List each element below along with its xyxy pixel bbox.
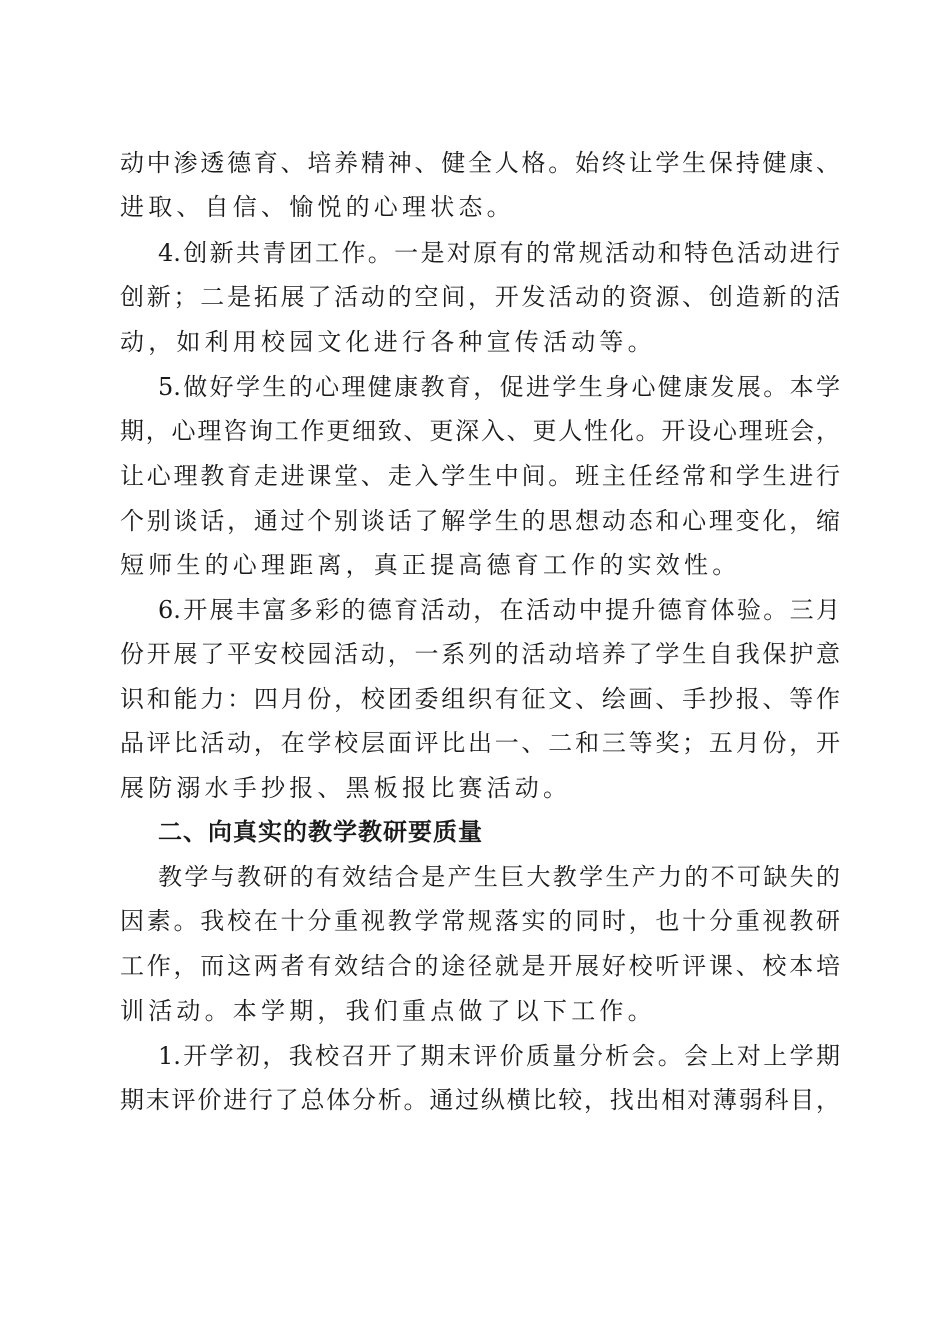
paragraph-line: 创新；二是拓展了活动的空间，开发活动的资源、创造新的活 [120, 283, 840, 311]
paragraph-line: 个别谈话，通过个别谈话了解学生的思想动态和心理变化，缩 [120, 507, 840, 535]
paragraph-line: 份开展了平安校园活动，一系列的活动培养了学生自我保护意 [120, 640, 840, 668]
paragraph-line: 品评比活动，在学校层面评比出一、二和三等奖；五月份，开 [120, 729, 840, 757]
paragraph-line: 因素。我校在十分重视教学常规落实的同时，也十分重视教研 [120, 907, 840, 935]
paragraph-line: 展防溺水手抄报、黑板报比赛活动。 [120, 774, 572, 802]
paragraph-line: 动中渗透德育、培养精神、健全人格。始终让学生保持健康、 [120, 149, 840, 177]
paragraph-line: 训活动。本学期，我们重点做了以下工作。 [120, 997, 656, 1025]
paragraph-line: 5.做好学生的心理健康教育，促进学生身心健康发展。本学 [158, 373, 840, 401]
paragraph-line: 教学与教研的有效结合是产生巨大教学生产力的不可缺失的 [158, 863, 840, 891]
paragraph-line: 识和能力：四月份，校团委组织有征文、绘画、手抄报、等作 [120, 685, 840, 713]
paragraph-line: 1.开学初，我校召开了期末评价质量分析会。会上对上学期 [158, 1042, 840, 1070]
paragraph-line: 短师生的心理距离，真正提高德育工作的实效性。 [120, 551, 741, 579]
paragraph-line: 动，如利用校园文化进行各种宣传活动等。 [120, 328, 656, 356]
section-heading: 二、向真实的教学教研要质量 [158, 818, 483, 846]
paragraph-line: 让心理教育走进课堂、走入学生中间。班主任经常和学生进行 [120, 462, 840, 490]
paragraph-line: 6.开展丰富多彩的德育活动，在活动中提升德育体验。三月 [158, 596, 840, 624]
paragraph-line: 期末评价进行了总体分析。通过纵横比较，找出相对薄弱科目， [120, 1086, 840, 1114]
paragraph-line: 工作，而这两者有效结合的途径就是开展好校听评课、校本培 [120, 952, 840, 980]
paragraph-line: 进取、自信、愉悦的心理状态。 [120, 193, 515, 221]
paragraph-line: 期，心理咨询工作更细致、更深入、更人性化。开设心理班会， [120, 417, 840, 445]
paragraph-line: 4.创新共青团工作。一是对原有的常规活动和特色活动进行 [158, 239, 840, 267]
